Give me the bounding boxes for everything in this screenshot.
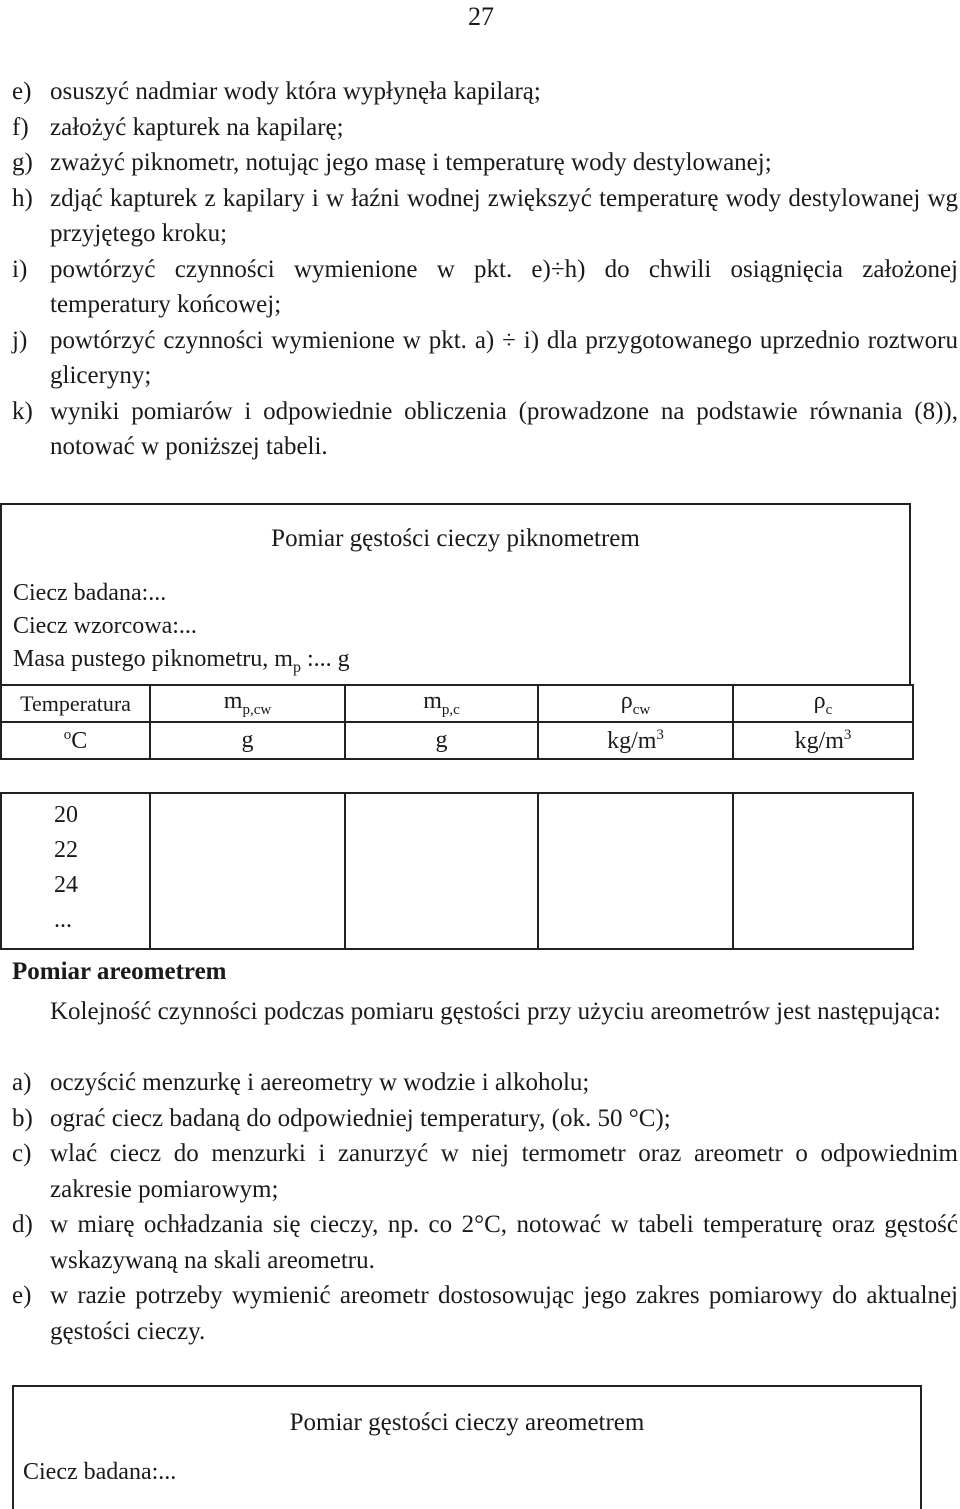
table-header-row <box>1 685 913 722</box>
empty-mass-rest: :... g <box>300 646 350 672</box>
list-item <box>12 74 958 110</box>
mass-pc-values-cell <box>345 793 538 949</box>
empty-mass-field <box>13 646 350 677</box>
table-units-row <box>1 722 913 759</box>
item-label: k) <box>12 397 33 425</box>
item-label: b) <box>12 1104 33 1132</box>
item-text: zważyć piknometr, notując jego masę i temperaturę wody destylowanej; <box>50 149 772 176</box>
unit-density-water: $kg/m^3$ <box>538 722 733 759</box>
list-item <box>12 1207 958 1278</box>
tested-liquid-field: Ciecz badana:... <box>13 580 167 606</box>
list-item <box>12 145 958 181</box>
list-item <box>12 1278 958 1349</box>
item-text: wyniki pomiarów i odpowiednie obliczenia (prowadzone na podstawie równania (8)), notować w poniższej tabeli. <box>50 397 958 460</box>
density-liquid-values-cell <box>733 793 913 949</box>
item-text: zdjąć kapturek z kapilary i w łaźni wodnej zwiększyć temperaturę wody destylowanej wg przyjętego kroku; <box>50 184 958 247</box>
density-water-values-cell <box>538 793 733 949</box>
item-text: ograć ciecz badaną do odpowiedniej temperatury, (ok. 50 °C); <box>50 1104 671 1132</box>
list-item <box>12 394 958 465</box>
pycnometer-box-title: Pomiar gęstości cieczy piknometrem <box>271 525 640 552</box>
mass-pw-values-cell <box>150 793 345 949</box>
item-label: e) <box>12 1282 32 1309</box>
table-data-row <box>1 793 913 949</box>
temperature-value: 24 <box>54 872 78 898</box>
list-item <box>12 252 958 323</box>
hydrometer-tested-liquid-field: Ciecz badana:... <box>23 1459 177 1485</box>
reference-liquid-field: Ciecz wzorcowa:... <box>13 613 197 639</box>
list-item <box>12 181 958 252</box>
item-text: założyć kapturek na kapilarę; <box>50 113 344 141</box>
list-item <box>12 1065 958 1101</box>
hydrometer-box-title: Pomiar gęstości cieczy areometrem <box>289 1409 645 1436</box>
item-label: a) <box>12 1069 32 1096</box>
unit-density-liquid: $kg/m^3$ <box>733 722 913 759</box>
header-density-liquid: $\rho_c$ <box>733 685 913 722</box>
item-label: h) <box>12 184 33 212</box>
item-text: powtórzyć czynności wymienione w pkt. a) ÷ i) dla przygotowanego uprzednio roztworu gliceryny; <box>50 326 958 389</box>
item-text: powtórzyć czynności wymienione w pkt. e)÷h) do chwili osiągnięcia założonej temperatury końcowej; <box>50 255 958 318</box>
temperature-value: 22 <box>54 837 78 863</box>
item-text: w miarę ochładzania się cieczy, np. co 2°C, notować w tabeli temperaturę oraz gęstość wskazywaną na skali areometru. <box>50 1211 958 1274</box>
unit-mass-pw: g <box>150 722 345 759</box>
header-temperature: Temperatura <box>1 685 150 722</box>
temperature-value: ... <box>54 907 72 933</box>
item-label: e) <box>12 78 32 105</box>
unit-temperature: $^o$C <box>1 722 150 759</box>
unit-mass-pc: g <box>345 722 538 759</box>
item-text: osuszyć nadmiar wody która wypłynęła kapilarą; <box>50 78 541 105</box>
measurement-table <box>0 684 914 950</box>
item-text: w razie potrzeby wymienić areometr dostosowując jego zakres pomiarowy do aktualnej gęstości cieczy. <box>50 1282 958 1345</box>
pycnometer-form-box <box>0 503 911 685</box>
item-label: d) <box>12 1211 33 1238</box>
hydrometer-heading: Pomiar areometrem <box>12 958 227 985</box>
item-label: i) <box>12 255 28 283</box>
list-item <box>12 1101 958 1137</box>
temperature-values-cell <box>1 793 150 949</box>
hydrometer-intro: Kolejność czynności podczas pomiaru gęstości przy użyciu areometrów jest następująca: <box>50 998 941 1025</box>
header-mass-pc: $m_{p,c}$ <box>345 685 538 722</box>
item-text: oczyścić menzurkę i aereometry w wodzie i alkoholu; <box>50 1069 590 1096</box>
hydrometer-form-box <box>12 1385 922 1509</box>
procedure-steps-list <box>12 74 958 465</box>
item-text: wlać ciecz do menzurki i zanurzyć w niej termometr oraz areometr o odpowiednim zakresie pomiarowym; <box>50 1140 958 1203</box>
item-label: j) <box>12 326 28 354</box>
empty-mass-subscript: p <box>292 658 301 676</box>
list-item <box>12 110 958 146</box>
list-item <box>12 1136 958 1207</box>
item-label: f) <box>12 113 29 141</box>
list-item <box>12 323 958 394</box>
header-mass-pw: $m_{p,cw}$ <box>150 685 345 722</box>
page-number: 27 <box>468 2 494 31</box>
temperature-value: 20 <box>54 802 78 828</box>
item-label: c) <box>12 1140 32 1167</box>
hydrometer-steps-list <box>12 1065 958 1349</box>
empty-mass-label: Masa pustego piknometru, m <box>13 646 293 672</box>
item-label: g) <box>12 149 33 176</box>
header-density-water: $\rho_{cw}$ <box>538 685 733 722</box>
